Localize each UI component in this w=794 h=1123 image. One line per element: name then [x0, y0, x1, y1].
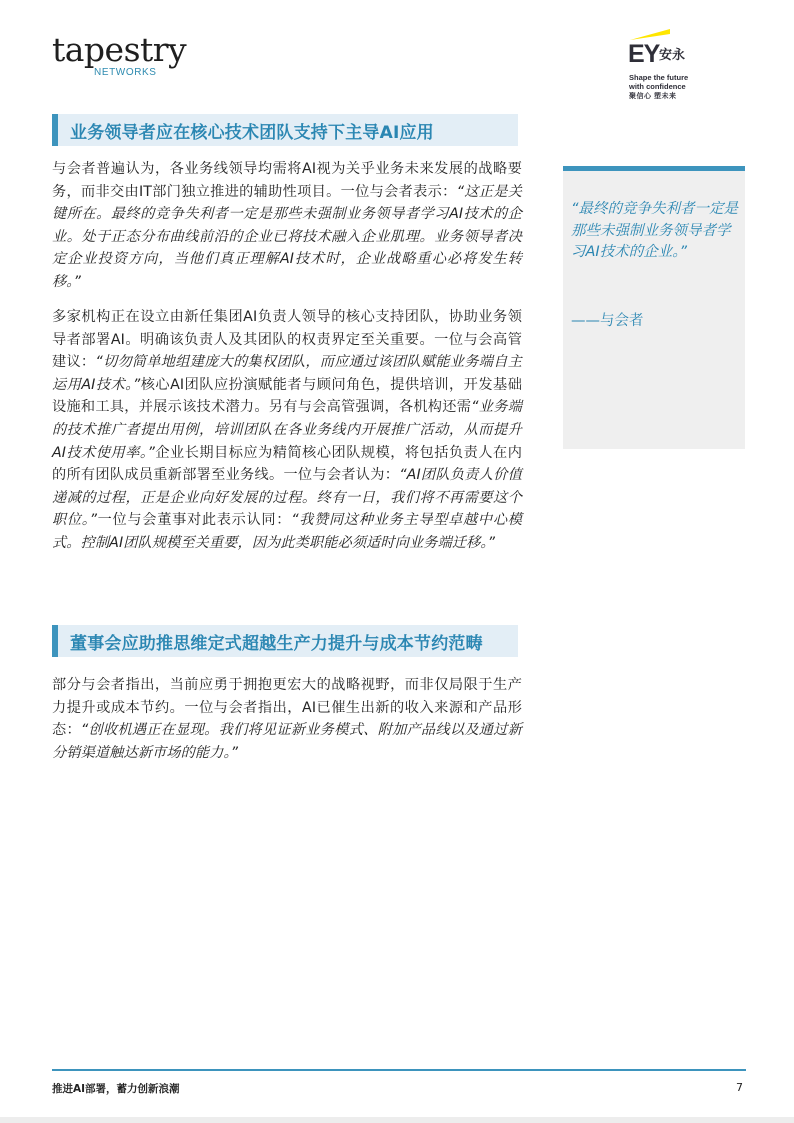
ey-tagline-line-2: with confidence	[629, 82, 686, 91]
section-heading-accent-bar	[52, 114, 58, 146]
footer-document-title: 推进AI部署，蓄力创新浪潮	[52, 1083, 180, 1095]
section-heading-text: 董事会应助推思维定式超越生产力提升与成本节约范畴	[70, 633, 483, 654]
ey-tagline-line-1: Shape the future	[629, 73, 689, 82]
footer-divider	[52, 1069, 746, 1071]
section-heading-text: 业务领导者应在核心技术团队支持下主导AI应用	[70, 122, 434, 143]
page-number: 7	[736, 1081, 743, 1094]
paragraph-business-leaders-1	[52, 158, 522, 294]
section-heading-board-mindset	[52, 625, 518, 657]
paragraph-text: 与会者普遍认为，各业务线领导均需将AI视为关乎业务未来发展的战略要务，而非交由IT部门独立推进的辅助性项目。一位与会者表示：	[52, 161, 522, 200]
ey-logo-chinese-name: 安永	[659, 48, 686, 63]
page-bottom-band	[0, 1117, 794, 1123]
paragraph-business-leaders-2	[52, 306, 522, 555]
paragraph-quote-text: “业务端的技术推广者提出用例，培训团队在各业务线内开展推广活动，从而提升AI技术使用率。”	[52, 399, 522, 461]
tapestry-logo-wordmark: tapestry	[52, 30, 187, 69]
paragraph-quote-text: “AI团队负责人价值递减的过程，正是企业向好发展的过程。终有一日，我们将不再需要这个职位。”	[52, 467, 522, 529]
ey-logo	[628, 28, 718, 102]
tapestry-logo-subtitle: NETWORKS	[94, 67, 157, 78]
paragraph-text: 核心AI团队应扮演赋能者与顾问角色，提供培训，开发基础设施和工具，并展示该技术潜力。另有与会高管强调，各机构还需	[52, 376, 522, 416]
paragraph-text: 一位与会董事对此表示认同：	[97, 512, 292, 529]
section-heading-business-leaders	[52, 114, 518, 146]
paragraph-board-mindset-1	[52, 674, 522, 764]
paragraph-quote-text: “切勿简单地组建庞大的集权团队，而应通过该团队赋能业务端自主运用AI技术。”	[52, 354, 522, 393]
pull-quote-text: “最终的竞争失利者一定是那些未强制业务领导者学习AI技术的企业。”	[571, 201, 739, 260]
tapestry-networks-logo	[52, 30, 192, 80]
ey-tagline-chinese: 聚信心 塑未来	[629, 93, 677, 100]
paragraph-text: 企业长期目标应为精简核心团队规模，将包括负责人在内的所有团队成员重新部署至业务线。一位与会者认为：	[52, 444, 522, 484]
paragraph-quote-text: “这正是关键所在。最终的竞争失利者一定是那些未强制业务领导者学习AI技术的企业。处于正态分布曲线前沿的企业已将技术融入企业肌理。业务领导者决定企业投资方向，当他们真正理解AI技术时，企业战略重心必将发生转移。”	[52, 183, 522, 290]
paragraph-text: 多家机构正在设立由新任集团AI负责人领导的核心支持团队，协助业务领导者部署AI。明确该负责人及其团队的权责界定至关重要。一位与会高管建议：	[52, 309, 522, 371]
section-heading-accent-bar	[52, 625, 58, 657]
paragraph-quote-text: “我赞同这种业务主导型卓越中心模式。控制AI团队规模至关重要，因为此类职能必须适时向业务端迁移。”	[52, 512, 522, 551]
pull-quote-attribution: ——与会者	[571, 313, 644, 329]
pull-quote-sidebar	[563, 166, 745, 449]
paragraph-quote-text: “创收机遇正在显现。我们将见证新业务模式、附加产品线以及通过新分销渠道触达新市场的能力。”	[52, 722, 523, 761]
paragraph-text: 部分与会者指出，当前应勇于拥抱更宏大的战略视野，而非仅局限于生产力提升或成本节约。一位与会者指出，AI已催生出新的收入来源和产品形态：	[52, 677, 522, 739]
ey-logo-mark: EY	[628, 40, 660, 68]
